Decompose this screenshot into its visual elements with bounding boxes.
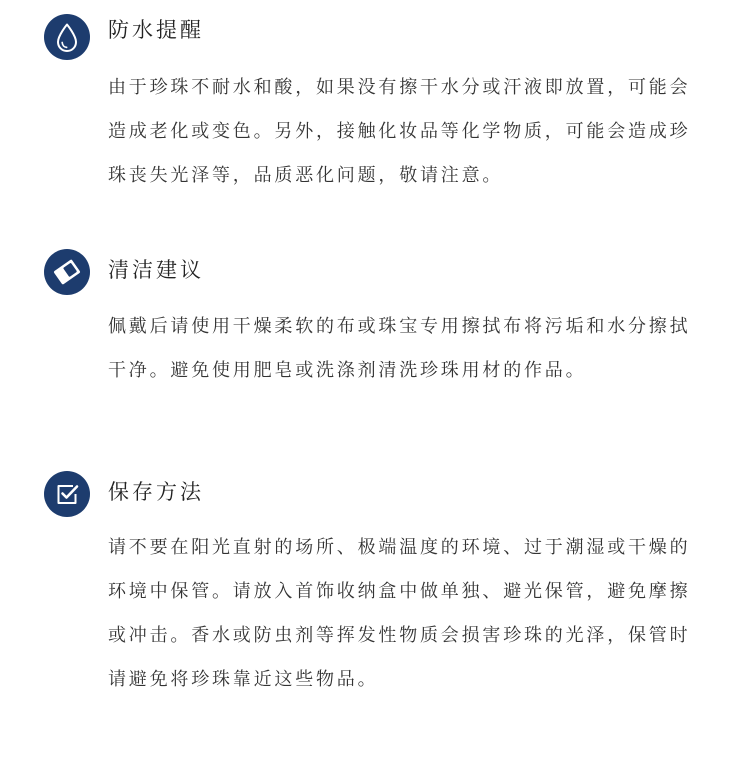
cleaning-cloth-icon: [44, 249, 90, 295]
water-drop-icon: [44, 14, 90, 60]
paragraph-line: 环境中保管。请放入首饰收纳盒中做单独、避光保管，避免摩擦: [108, 581, 691, 602]
section-title: 防水提醒: [108, 18, 204, 42]
section-paragraph: [108, 66, 738, 198]
paragraph-line: 佩戴后请使用干燥柔软的布或珠宝专用擦拭布将污垢和水分擦拭: [108, 316, 691, 337]
checkbox-icon: [44, 471, 90, 517]
paragraph-line: 或冲击。香水或防虫剂等挥发性物质会损害珍珠的光泽，保管时: [108, 625, 691, 646]
paragraph-line: 请不要在阳光直射的场所、极端温度的环境、过于潮湿或干燥的: [108, 537, 691, 558]
section-paragraph: [108, 526, 738, 702]
section-title: 保存方法: [108, 480, 204, 504]
paragraph-line: 由于珍珠不耐水和酸，如果没有擦干水分或汗液即放置，可能会: [108, 77, 691, 98]
paragraph-line: 请避免将珍珠靠近这些物品。: [108, 669, 379, 690]
paragraph-line: 干净。避免使用肥皂或洗涤剂清洗珍珠用材的作品。: [108, 360, 587, 381]
paragraph-line: 造成老化或变色。另外，接触化妆品等化学物质，可能会造成珍: [108, 121, 691, 142]
section-paragraph: [108, 305, 738, 393]
section-title: 清洁建议: [108, 258, 204, 282]
paragraph-line: 珠丧失光泽等，品质恶化问题，敬请注意。: [108, 165, 504, 186]
